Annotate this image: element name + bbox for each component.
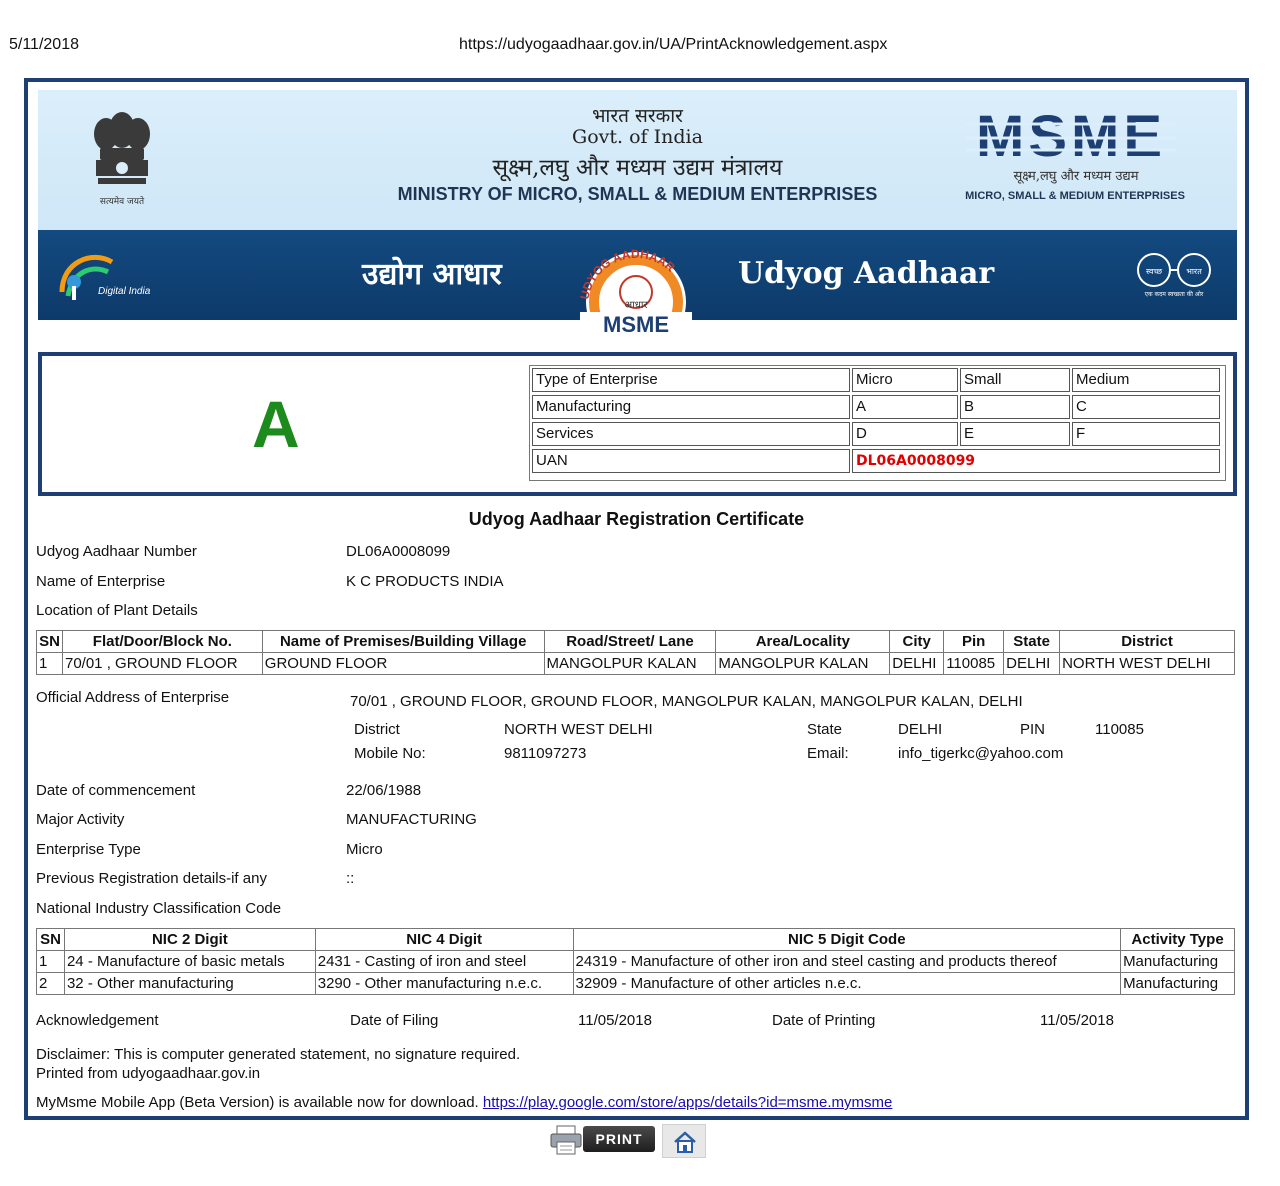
enterprise-type-value: Micro [346, 841, 383, 858]
table-cell: Manufacturing [1121, 973, 1235, 995]
pin-label: PIN [1020, 721, 1046, 738]
nic-table [36, 928, 1235, 995]
table-header: NIC 4 Digit [315, 929, 573, 951]
badge-aadhaar-text: आधार [624, 300, 648, 311]
table-header: SN [37, 929, 65, 951]
table-header: District [1060, 631, 1235, 653]
printing-date-label: Date of Printing [772, 1012, 876, 1029]
table-cell: 32909 - Manufacture of other articles n.e.c. [573, 973, 1121, 995]
official-address-value: 70/01 , GROUND FLOOR, GROUND FLOOR, MANGOLPUR KALAN, MANGOLPUR KALAN, DELHI [350, 693, 1023, 710]
swachh-left-text: स्वच्छ [1145, 267, 1163, 276]
govt-hindi: भारत सरकार [592, 105, 683, 127]
header-band [38, 230, 1237, 336]
category-cell: C [1072, 395, 1220, 419]
msme-english-caption: MICRO, SMALL & MEDIUM ENTERPRISES [965, 190, 1185, 202]
table-row [37, 653, 1235, 675]
email-label: Email: [807, 745, 849, 762]
state-value: DELHI [898, 721, 943, 738]
print-button[interactable]: PRINT [583, 1126, 655, 1152]
category-cell: A [852, 395, 958, 419]
category-header-medium: Medium [1072, 368, 1220, 392]
table-cell: MANGOLPUR KALAN [544, 653, 716, 675]
header-top [38, 90, 1237, 230]
mobile-value: 9811097273 [504, 745, 587, 762]
emblem-caption: सत्यमेव जयते [99, 197, 145, 207]
official-address-label: Official Address of Enterprise [36, 689, 230, 706]
swachh-right-text: भारत [1186, 267, 1202, 276]
table-cell: DELHI [1004, 653, 1060, 675]
table-cell: 1 [37, 951, 65, 973]
category-header-type: Type of Enterprise [532, 368, 850, 392]
table-cell: 2 [37, 973, 65, 995]
table-header: Flat/Door/Block No. [62, 631, 262, 653]
table-header: Activity Type [1121, 929, 1235, 951]
swachh-caption: एक कदम स्वच्छता की ओर [1144, 291, 1204, 298]
badge-msme-text: MSME [603, 312, 669, 336]
table-header: State [1004, 631, 1060, 653]
udyog-aadhaar-badge-icon [566, 236, 706, 336]
print-date: 5/11/2018 [9, 36, 79, 53]
table-cell: NORTH WEST DELHI [1060, 653, 1235, 675]
msme-logo-text: MSME [976, 110, 1166, 162]
nic-table-header [37, 929, 1235, 951]
certificate-frame [24, 78, 1249, 1120]
mobile-app-note [36, 1094, 892, 1111]
plant-location-table [36, 630, 1235, 675]
table-cell: 2431 - Casting of iron and steel [315, 951, 573, 973]
plant-table-header [37, 631, 1235, 653]
print-control[interactable] [549, 1122, 657, 1158]
table-header: Name of Premises/Building Village [262, 631, 544, 653]
major-activity-label: Major Activity [36, 811, 125, 828]
table-cell: 110085 [944, 653, 1004, 675]
swachh-bharat-logo-icon [1120, 248, 1228, 300]
category-header-small: Small [960, 368, 1070, 392]
enterprise-name-label: Name of Enterprise [36, 573, 166, 590]
filing-date-value: 11/05/2018 [578, 1012, 652, 1029]
category-header-micro: Micro [852, 368, 958, 392]
table-row [37, 951, 1235, 973]
badge-arc-text: UDYOG AADHAAR [577, 246, 678, 301]
mobile-app-link[interactable]: https://play.google.com/store/apps/details?id=msme.mymsme [482, 1094, 893, 1111]
table-header: Road/Street/ Lane [544, 631, 716, 653]
govt-english: Govt. of India [572, 126, 703, 148]
certificate-title: Udyog Aadhaar Registration Certificate [468, 509, 805, 529]
table-cell: 24319 - Manufacture of other iron and steel casting and products thereof [573, 951, 1121, 973]
table-row [37, 973, 1235, 995]
table-header: SN [37, 631, 63, 653]
table-header: NIC 5 Digit Code [573, 929, 1121, 951]
category-row-label: Manufacturing [532, 395, 850, 419]
enterprise-name-value: K C PRODUCTS INDIA [346, 573, 504, 590]
uan-label: UAN [532, 449, 850, 473]
previous-registration-label: Previous Registration details-if any [36, 870, 267, 887]
digital-india-label: Digital India [98, 286, 151, 297]
uan-value: DL06A0008099 [852, 449, 1220, 473]
table-cell: Manufacturing [1121, 951, 1235, 973]
district-label: District [354, 721, 400, 738]
email-value: info_tigerkc@yahoo.com [898, 745, 1064, 762]
msme-logo-icon [966, 110, 1176, 162]
table-cell: MANGOLPUR KALAN [716, 653, 890, 675]
commencement-value: 22/06/1988 [346, 782, 422, 799]
commencement-label: Date of commencement [36, 782, 196, 799]
printer-icon[interactable] [549, 1124, 583, 1156]
ministry-name: MINISTRY OF MICRO, SMALL & MEDIUM ENTERPRISES [397, 184, 878, 204]
category-cell: E [960, 422, 1070, 446]
category-cell: F [1072, 422, 1220, 446]
plant-location-label: Location of Plant Details [36, 602, 198, 619]
aadhaar-number-value: DL06A0008099 [346, 543, 451, 560]
table-cell: 3290 - Other manufacturing n.e.c. [315, 973, 573, 995]
msme-hindi-caption: सूक्ष्म,लघु और मध्यम उद्यम [1013, 169, 1139, 184]
udyog-aadhaar-english: Udyog Aadhaar [738, 256, 995, 291]
table-cell: 1 [37, 653, 63, 675]
home-button[interactable] [662, 1124, 706, 1158]
print-url: https://udyogaadhaar.gov.in/UA/PrintAcknowledgement.aspx [459, 36, 888, 53]
filing-date-label: Date of Filing [350, 1012, 439, 1029]
acknowledgement-label: Acknowledgement [36, 1012, 159, 1029]
table-cell: GROUND FLOOR [262, 653, 544, 675]
district-value: NORTH WEST DELHI [504, 721, 653, 738]
pin-value: 110085 [1095, 721, 1144, 738]
udyog-aadhaar-hindi: उद्योग आधार [362, 257, 502, 292]
table-header: Area/Locality [716, 631, 890, 653]
category-cell: D [852, 422, 958, 446]
ministry-hindi: सूक्ष्म,लघु और मध्यम उद्यम मंत्रालय [492, 155, 783, 181]
disclaimer-text: Disclaimer: This is computer generated statement, no signature required. [36, 1046, 521, 1063]
enterprise-type-label: Enterprise Type [36, 841, 141, 858]
enterprise-category-box [38, 352, 1237, 496]
category-cell: B [960, 395, 1070, 419]
table-cell: 32 - Other manufacturing [64, 973, 315, 995]
table-cell: 70/01 , GROUND FLOOR [62, 653, 262, 675]
state-label: State [807, 721, 843, 738]
table-header: NIC 2 Digit [64, 929, 315, 951]
table-header: City [890, 631, 944, 653]
previous-registration-value: :: [346, 870, 355, 887]
home-icon[interactable] [663, 1125, 707, 1159]
major-activity-value: MANUFACTURING [346, 811, 477, 828]
table-header: Pin [944, 631, 1004, 653]
mobile-label: Mobile No: [354, 745, 426, 762]
printed-from-text: Printed from udyogaadhaar.gov.in [36, 1065, 261, 1082]
digital-india-logo-icon [52, 242, 172, 308]
table-cell: DELHI [890, 653, 944, 675]
category-letter: A [252, 387, 300, 461]
printing-date-value: 11/05/2018 [1040, 1012, 1114, 1029]
nic-label: National Industry Classification Code [36, 900, 282, 917]
category-row-label: Services [532, 422, 850, 446]
table-cell: 24 - Manufacture of basic metals [64, 951, 315, 973]
aadhaar-number-label: Udyog Aadhaar Number [36, 543, 197, 560]
mobile-app-text: MyMsme Mobile App (Beta Version) is available now for download. [36, 1094, 479, 1111]
category-table [529, 365, 1226, 481]
